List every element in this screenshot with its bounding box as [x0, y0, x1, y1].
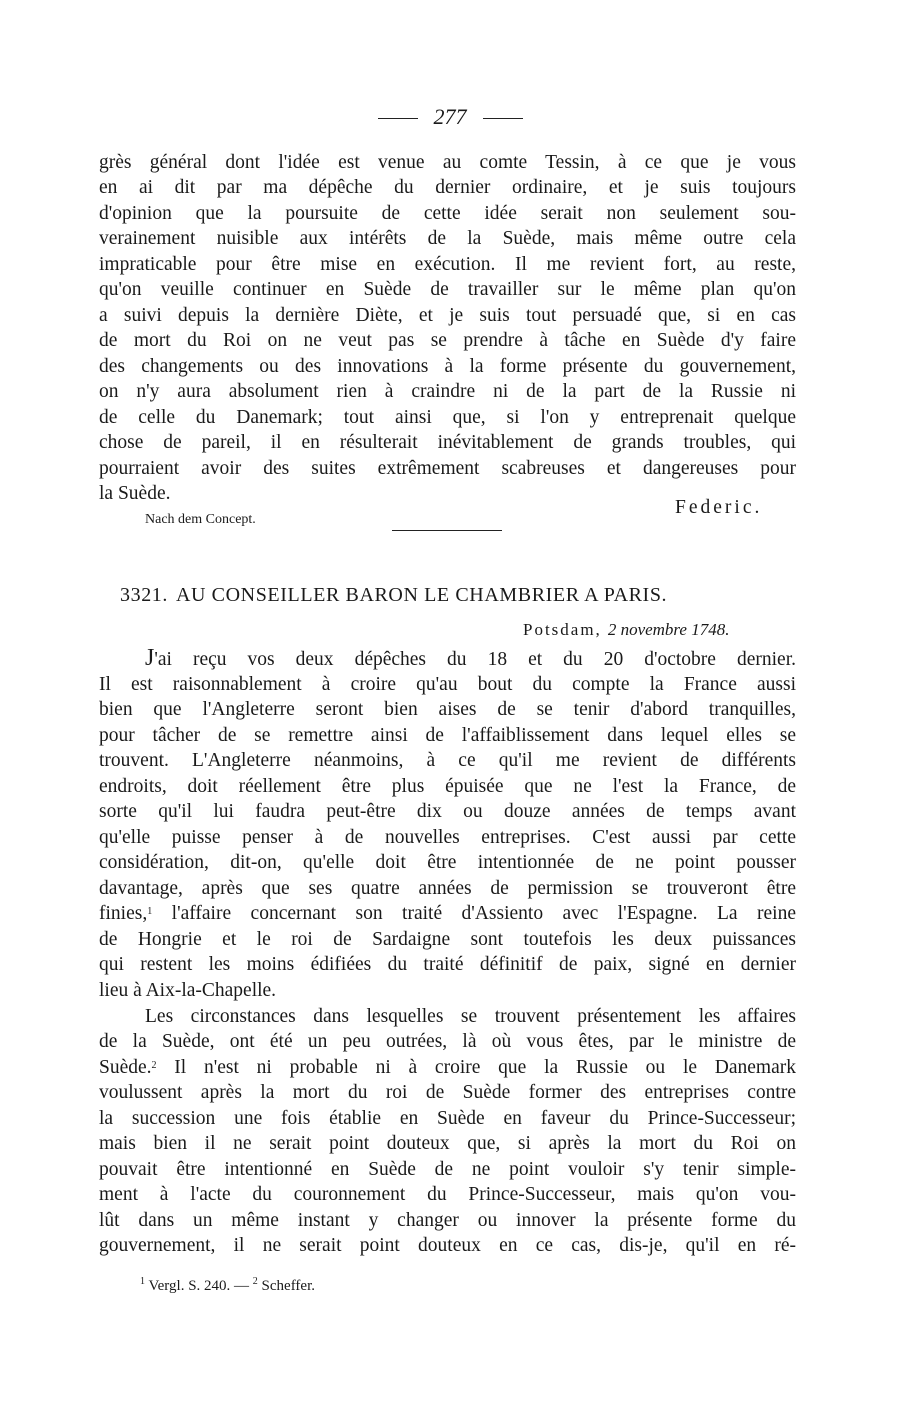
text-span: Suède.	[99, 1057, 152, 1078]
text-line: des changements ou des innovations à la forme présente du gouvernement,	[99, 356, 796, 377]
text-line	[99, 901, 796, 926]
page-number-dash-right	[483, 118, 523, 119]
text-line: trouvent. L'Angleterre néanmoins, à ce qu'il me revient de différents	[99, 750, 796, 771]
text-line: Les circonstances dans lesquelles se trouvent présentement les affaires	[145, 1006, 796, 1027]
text-line: Il est raisonnablement à croire qu'au bout du compte la France aussi	[99, 674, 796, 695]
letter-heading	[120, 584, 775, 607]
footnote-2: Scheffer.	[257, 1278, 315, 1294]
text-span: 'ai reçu vos deux dépêches du 18 et du 20 d'octobre dernier.	[154, 649, 796, 670]
footnote-marker: 2	[151, 1060, 157, 1071]
footnote-1: Vergl. S. 240. —	[145, 1278, 253, 1294]
text-line: de mort du Roi on ne veut pas se prendre à tâche en Suède d'y faire	[99, 330, 796, 351]
letter-place: Potsdam,	[523, 620, 602, 639]
text-line: davantage, après que ses quatre années de permission se trouveront être	[99, 878, 796, 899]
text-line: chose de pareil, il en résulterait inévitablement de grands troubles, qui	[99, 432, 796, 453]
text-line: pourraient avoir des suites extrêmement scabreuses et dangereuses pour	[99, 458, 796, 479]
text-line: grès général dont l'idée est venue au comte Tessin, à ce que je vous	[99, 152, 796, 173]
source-note: Nach dem Concept.	[145, 512, 256, 527]
text-line: de celle du Danemark; tout ainsi que, si l'on y entreprenait quelque	[99, 407, 796, 428]
footnote-marker: 1	[147, 906, 153, 917]
text-line: pour tâcher de se remettre ainsi de l'affaiblissement dans lequel elles se	[99, 725, 796, 746]
text-line: en ai dit par ma dépêche du dernier ordinaire, et je suis toujours	[99, 177, 796, 198]
footnotes	[140, 1278, 315, 1295]
signature: Federic.	[675, 497, 763, 518]
text-line: la succession une fois établie en Suède en faveur du Prince-Successeur;	[99, 1108, 796, 1129]
text-line: qu'on veuille continuer en Suède de travailler sur le même plan qu'on	[99, 279, 796, 300]
text-span: Il n'est ni probable ni à croire que la Russie ou le Danemark	[156, 1057, 796, 1078]
text-line: gouvernement, il ne serait point douteux en ce cas, dis-je, qu'il en ré-	[99, 1235, 796, 1256]
text-line: mais bien il ne serait point douteux que, si après la mort du Roi on	[99, 1133, 796, 1154]
page-number	[0, 104, 900, 130]
text-line: on n'y aura absolument rien à craindre ni de la part de la Russie ni	[99, 381, 796, 402]
footnote-marker: 1	[140, 1276, 145, 1287]
text-line: sorte qu'il lui faudra peut-être dix ou douze années de temps avant	[99, 801, 796, 822]
text-line: la Suède.	[99, 483, 171, 504]
text-line: considération, dit-on, qu'elle doit être intentionnée de ne point pousser	[99, 852, 796, 873]
text-line: lût dans un même instant y changer ou innover la présente forme du	[99, 1210, 796, 1231]
text-span: finies,	[99, 903, 148, 924]
page-number-dash-left	[378, 118, 418, 119]
text-line: de Hongrie et le roi de Sardaigne sont toutefois les deux puissances	[99, 929, 796, 950]
section-divider	[392, 530, 502, 531]
text-line: a suivi depuis la dernière Diète, et je suis tout persuadé que, si en cas	[99, 305, 796, 326]
page-number-text: 277	[433, 104, 467, 129]
text-line	[145, 646, 796, 672]
text-line: pouvait être intentionné en Suède de ne point vouloir s'y tenir simple-	[99, 1159, 796, 1180]
footnote-marker: 2	[252, 1276, 258, 1287]
text-line: endroits, doit réellement être plus épuisée que ne l'est la France, de	[99, 776, 796, 797]
text-line: voulussent après la mort du roi de Suède former des entreprises contre	[99, 1082, 796, 1103]
text-line: bien que l'Angleterre seront bien aises de se tenir d'abord tranquilles,	[99, 699, 796, 720]
text-line: qui restent les moins édifiées du traité définitif de paix, signé en dernier	[99, 954, 796, 975]
text-line: lieu à Aix-la-Chapelle.	[99, 980, 277, 1001]
text-line: impraticable pour être mise en exécution. Il me revient fort, au reste,	[99, 254, 796, 275]
text-line	[99, 1055, 796, 1080]
text-line: qu'elle puisse penser à de nouvelles entreprises. C'est aussi par cette	[99, 827, 796, 848]
text-line: d'opinion que la poursuite de cette idée serait non seulement sou-	[99, 203, 796, 224]
text-line: ment à l'acte du couronnement du Prince-Successeur, mais qu'on vou-	[99, 1184, 796, 1205]
letter-number: 3321.	[120, 584, 168, 606]
letter-title: AU CONSEILLER BARON LE CHAMBRIER A PARIS.	[176, 584, 668, 606]
text-span: l'affaire concernant son traité d'Assiento avec l'Espagne. La reine	[152, 903, 796, 924]
letter-dateline	[523, 620, 729, 640]
letter-date: 2 novembre 1748.	[607, 620, 730, 639]
text-line: de la Suède, ont été un peu outrées, là où vous êtes, par le ministre de	[99, 1031, 796, 1052]
text-line: verainement nuisible aux intérêts de la Suède, mais même outre cela	[99, 228, 796, 249]
drop-cap: J	[145, 645, 155, 671]
